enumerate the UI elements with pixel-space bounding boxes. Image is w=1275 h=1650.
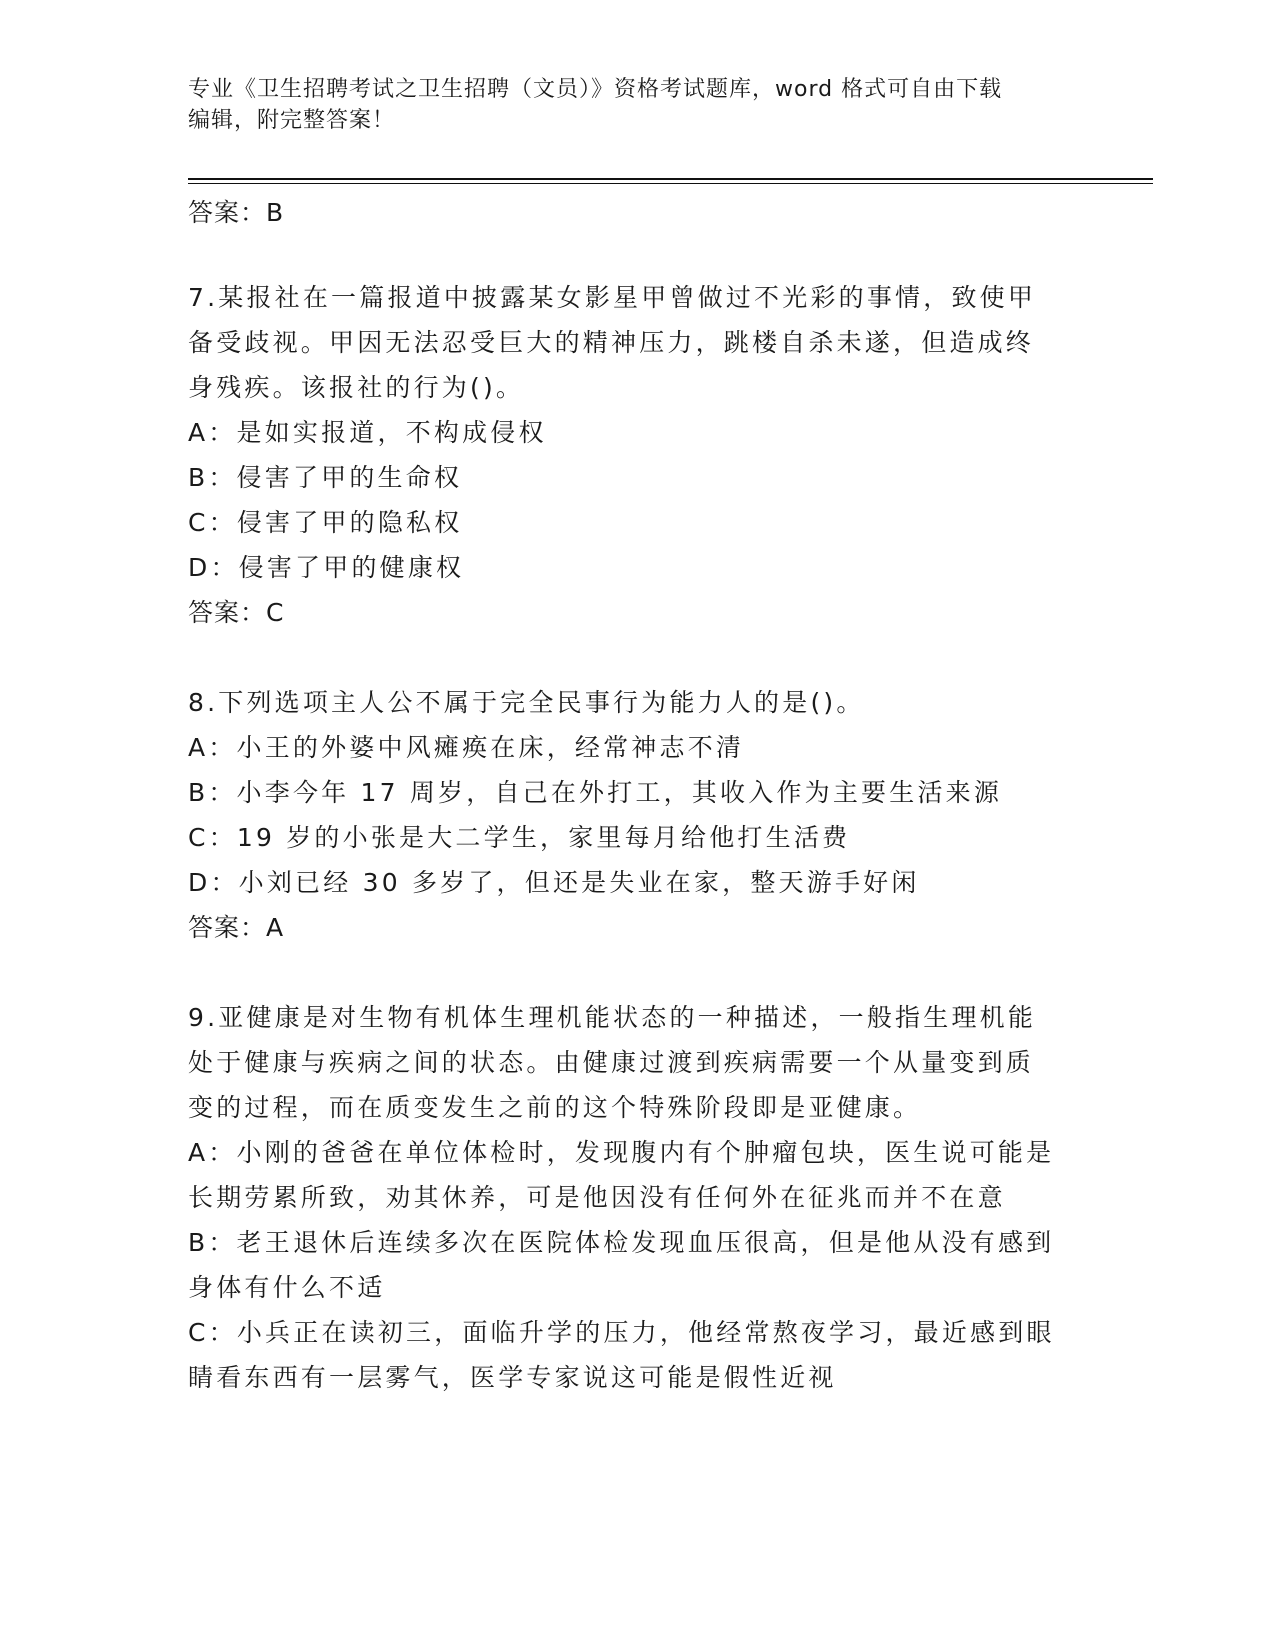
question-7-option-b: B：侵害了甲的生命权: [188, 463, 463, 492]
header-divider-thin: [188, 183, 1153, 184]
spacer: [188, 235, 1088, 275]
question-8-option-d: D：小刘已经 30 多岁了，但还是失业在家，整天游手好闲: [188, 868, 920, 897]
question-9-stem-line-2: 处于健康与疾病之间的状态。由健康过渡到疾病需要一个从量变到质: [188, 1048, 1035, 1077]
question-7-stem-line-1: 7.某报社在一篇报道中披露某女影星甲曾做过不光彩的事情，致使甲: [188, 283, 1037, 312]
header-divider-thick: [188, 178, 1153, 180]
question-9-stem-line-1: 9.亚健康是对生物有机体生理机能状态的一种描述，一般指生理机能: [188, 1003, 1037, 1032]
answer-previous-question: 答案：B: [188, 198, 285, 227]
spacer: [188, 635, 1088, 680]
question-7-stem-line-2: 备受歧视。甲因无法忍受巨大的精神压力，跳楼自杀未遂，但造成终: [188, 328, 1035, 357]
header-line-2: 编辑，附完整答案！: [188, 108, 396, 133]
question-9-stem-line-3: 变的过程，而在质变发生之前的这个特殊阶段即是亚健康。: [188, 1093, 922, 1122]
question-7-option-c: C：侵害了甲的隐私权: [188, 508, 463, 537]
question-9-option-a-line-2: 长期劳累所致，劝其休养，可是他因没有任何外在征兆而并不在意: [188, 1183, 1006, 1212]
question-8-stem-line-1: 8.下列选项主人公不属于完全民事行为能力人的是()。: [188, 688, 865, 717]
question-9-option-a-line-1: A：小刚的爸爸在单位体检时，发现腹内有个肿瘤包块，医生说可能是: [188, 1138, 1055, 1167]
question-7-option-a: A：是如实报道，不构成侵权: [188, 418, 547, 447]
question-7-stem-line-3: 身残疾。该报社的行为()。: [188, 373, 525, 402]
question-7-answer: 答案：C: [188, 598, 285, 627]
question-7-option-d: D：侵害了甲的健康权: [188, 553, 465, 582]
question-8-option-a: A：小王的外婆中风瘫痪在床，经常神志不清: [188, 733, 745, 762]
question-8-answer: 答案：A: [188, 913, 285, 942]
question-9: [188, 995, 1088, 1400]
question-8-option-b: B：小李今年 17 周岁，自己在外打工，其收入作为主要生活来源: [188, 778, 1003, 807]
question-9-option-b-line-2: 身体有什么不适: [188, 1273, 386, 1302]
question-9-option-c-line-1: C：小兵正在读初三，面临升学的压力，他经常熬夜学习，最近感到眼: [188, 1318, 1055, 1347]
question-7: [188, 275, 1088, 635]
question-9-option-b-line-1: B：老王退休后连续多次在医院体检发现血压很高，但是他从没有感到: [188, 1228, 1055, 1257]
question-9-option-c-line-2: 睛看东西有一层雾气，医学专家说这可能是假性近视: [188, 1363, 837, 1392]
question-8: [188, 680, 1088, 950]
question-8-option-c: C：19 岁的小张是大二学生，家里每月给他打生活费: [188, 823, 851, 852]
document-body: [188, 190, 1088, 1400]
document-header: [188, 74, 1068, 136]
header-line-1: 专业《卫生招聘考试之卫生招聘（文员）》资格考试题库，word 格式可自由下载: [188, 77, 1003, 102]
spacer: [188, 950, 1088, 995]
